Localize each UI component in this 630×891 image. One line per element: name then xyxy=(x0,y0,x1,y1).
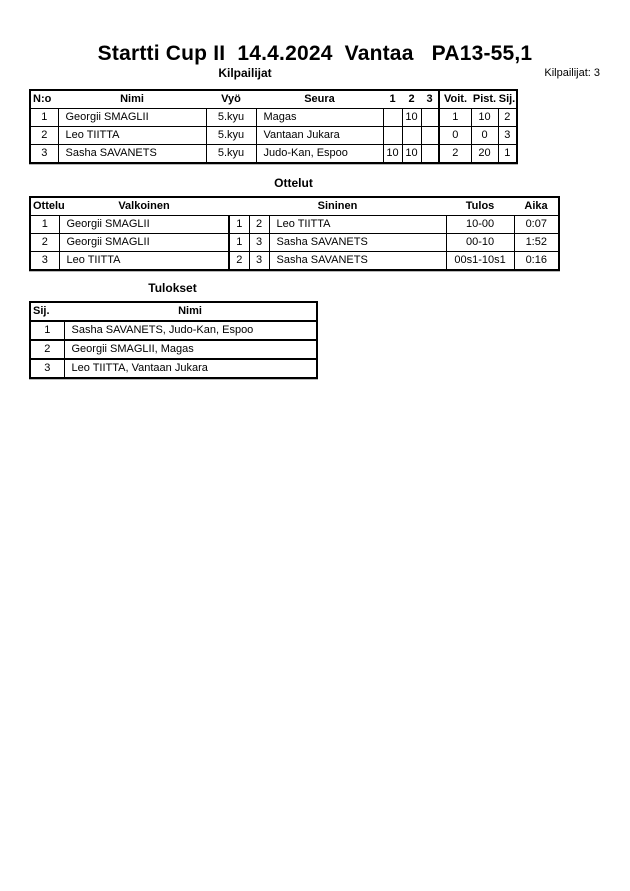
tulokset-header-row xyxy=(30,302,317,321)
cell-sij: 2 xyxy=(498,109,517,127)
cell-nimi: Sasha SAVANETS xyxy=(58,145,206,164)
col-header-aika: Aika xyxy=(514,197,559,216)
cell-sij: 3 xyxy=(498,127,517,145)
kilpailijat-header-row xyxy=(30,90,517,109)
col-header-pist: Pist. xyxy=(471,90,498,109)
table-row xyxy=(30,321,317,340)
tulokset-table xyxy=(29,301,318,379)
cell-seura: Vantaan Jukara xyxy=(256,127,383,145)
cell-sij: 2 xyxy=(30,340,64,359)
cell-aika: 0:16 xyxy=(514,252,559,271)
cell-match-no: 1 xyxy=(30,216,59,234)
col-header-1: 1 xyxy=(383,90,402,109)
table-row xyxy=(30,340,317,359)
table-row xyxy=(30,216,559,234)
cell-white-no: 1 xyxy=(229,216,249,234)
col-header-nimi: Nimi xyxy=(58,90,206,109)
col-header-2: 2 xyxy=(402,90,421,109)
cell-vyo: 5.kyu xyxy=(206,127,256,145)
col-header-seura: Seura xyxy=(256,90,383,109)
cell-seura: Magas xyxy=(256,109,383,127)
cell-voit: 0 xyxy=(439,127,471,145)
cell-sij: 1 xyxy=(498,145,517,164)
col-header-vyo: Vyö xyxy=(206,90,256,109)
cell-aika: 1:52 xyxy=(514,234,559,252)
cell-score-1 xyxy=(383,127,402,145)
cell-blue-no: 2 xyxy=(249,216,269,234)
cell-sij: 1 xyxy=(30,321,64,340)
table-row xyxy=(30,234,559,252)
cell-no: 2 xyxy=(30,127,58,145)
cell-nimi: Sasha SAVANETS, Judo-Kan, Espoo xyxy=(64,321,317,340)
col-header-sininen: Sininen xyxy=(229,197,446,216)
competitor-count-label: Kilpailijat: 3 xyxy=(544,67,600,79)
cell-white-name: Leo TIITTA xyxy=(59,252,229,271)
table-row xyxy=(30,109,517,127)
table-row xyxy=(30,145,517,164)
ottelut-table xyxy=(29,196,560,271)
cell-tulos: 00s1-10s1 xyxy=(446,252,514,271)
cell-match-no: 3 xyxy=(30,252,59,271)
cell-white-name: Georgii SMAGLII xyxy=(59,216,229,234)
cell-sij: 3 xyxy=(30,359,64,378)
cell-blue-no: 3 xyxy=(249,252,269,271)
cell-seura: Judo-Kan, Espoo xyxy=(256,145,383,164)
cell-nimi: Georgii SMAGLII, Magas xyxy=(64,340,317,359)
cell-blue-name: Sasha SAVANETS xyxy=(269,234,446,252)
cell-score-3 xyxy=(421,145,439,164)
cell-score-1: 10 xyxy=(383,145,402,164)
cell-vyo: 5.kyu xyxy=(206,145,256,164)
cell-tulos: 10-00 xyxy=(446,216,514,234)
col-header-no: N:o xyxy=(30,90,58,109)
cell-voit: 1 xyxy=(439,109,471,127)
cell-tulos: 00-10 xyxy=(446,234,514,252)
cell-score-2 xyxy=(402,127,421,145)
cell-pist: 0 xyxy=(471,127,498,145)
cell-blue-no: 3 xyxy=(249,234,269,252)
col-header-ottelu: Ottelu xyxy=(30,197,59,216)
col-header-tulos: Tulos xyxy=(446,197,514,216)
cell-vyo: 5.kyu xyxy=(206,109,256,127)
table-row xyxy=(30,127,517,145)
cell-blue-name: Leo TIITTA xyxy=(269,216,446,234)
section-title-ottelut: Ottelut xyxy=(274,176,313,190)
table-row xyxy=(30,359,317,378)
cell-score-3 xyxy=(421,127,439,145)
col-header-voit: Voit. xyxy=(439,90,471,109)
kilpailijat-table xyxy=(29,89,518,164)
cell-aika: 0:07 xyxy=(514,216,559,234)
cell-pist: 10 xyxy=(471,109,498,127)
cell-white-no: 1 xyxy=(229,234,249,252)
cell-nimi: Georgii SMAGLII xyxy=(58,109,206,127)
cell-score-2: 10 xyxy=(402,145,421,164)
cell-no: 1 xyxy=(30,109,58,127)
cell-nimi: Leo TIITTA xyxy=(58,127,206,145)
col-header-3: 3 xyxy=(421,90,439,109)
table-row xyxy=(30,252,559,271)
col-header-nimi: Nimi xyxy=(64,302,317,321)
col-header-sij: Sij. xyxy=(30,302,64,321)
section-title-tulokset: Tulokset xyxy=(148,281,197,295)
cell-white-no: 2 xyxy=(229,252,249,271)
cell-pist: 20 xyxy=(471,145,498,164)
cell-score-1 xyxy=(383,109,402,127)
col-header-valkoinen: Valkoinen xyxy=(59,197,229,216)
section-title-kilpailijat: Kilpailijat xyxy=(218,66,272,80)
col-header-sij: Sij. xyxy=(498,90,517,109)
cell-blue-name: Sasha SAVANETS xyxy=(269,252,446,271)
cell-score-2: 10 xyxy=(402,109,421,127)
cell-no: 3 xyxy=(30,145,58,164)
cell-nimi: Leo TIITTA, Vantaan Jukara xyxy=(64,359,317,378)
cell-match-no: 2 xyxy=(30,234,59,252)
ottelut-header-row xyxy=(30,197,559,216)
cell-voit: 2 xyxy=(439,145,471,164)
cell-score-3 xyxy=(421,109,439,127)
cell-white-name: Georgii SMAGLII xyxy=(59,234,229,252)
page-title: Startti Cup II 14.4.2024 Vantaa PA13-55,1 xyxy=(97,42,533,65)
